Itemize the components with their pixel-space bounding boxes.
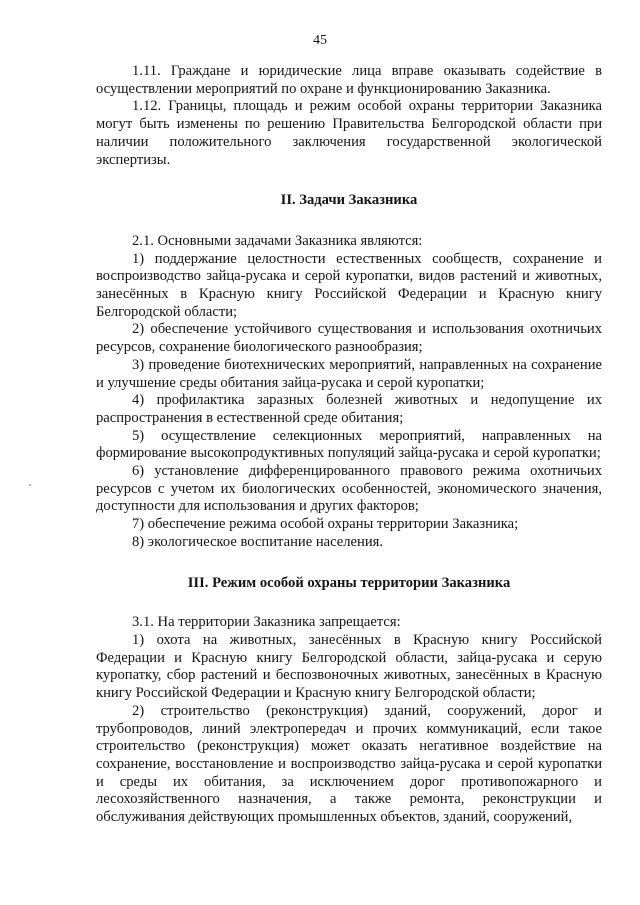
list-item: 4) профилактика заразных болезней животных и недопущение их распространения в естественной среде обитания; (96, 392, 602, 426)
paragraph-2-1: 2.1. Основными задачами Заказника являются: (132, 232, 423, 249)
paragraph-1-12: 1.12. Границы, площадь и режим особой охраны территории Заказника могут быть изменены по решению Правительства Белгородской области при наличии положительного заключения государственной экологической экспертизы. (96, 98, 602, 168)
list-item: 5) осуществление селекционных мероприятий, направленных на формирование высокопродуктивных популяций зайца-русака и серой куропатки; (96, 427, 602, 462)
list-item: 2) обеспечение устойчивого существования и использования охотничьих ресурсов, сохранение биологического разнообразия; (96, 321, 602, 356)
document-body (96, 63, 602, 827)
list-item: 8) экологическое воспитание населения. (132, 533, 383, 550)
list-item: 3) проведение биотехнических мероприятий, направленных на сохранение и улучшение среды обитания зайца-русака и серой куропатки; (96, 356, 602, 391)
paragraph-3-1: 3.1. На территории Заказника запрещается: (132, 614, 401, 631)
section-heading-2: II. Задачи Заказника (280, 192, 418, 209)
section-heading-3: III. Режим особой охраны территории Заказника (187, 574, 511, 591)
page-number: 45 (313, 33, 327, 48)
list-item: 2) строительство (реконструкция) зданий, сооружений, дорог и трубопроводов, линий электропередач и прочих коммуникаций, если такое строительство (реконструкция) может оказать негативное воздействие на сохранение, восстановление и воспроизводство зайца-русака и серой куропатки и среды их обитания, за исключением дорог противопожарного и лесохозяйственного назначения, а также ремонта, реконструкции и обслуживания действующих промышленных объектов, зданий, сооружений, (96, 702, 602, 826)
paragraph-1-11: 1.11. Граждане и юридические лица вправе оказывать содействие в осуществлении мероприятий по охране и функционированию Заказника. (96, 63, 602, 97)
list-item: 6) установление дифференцированного правового режима охотничьих ресурсов с учетом их биологических особенностей, экономического значения, доступности для использования и других факторов; (96, 463, 602, 515)
list-item: 1) поддержание целостности естественных сообществ, сохранение и воспроизводство зайца-русака и серой куропатки, видов растений и животных, занесённых в Красную книгу Российской Федерации и Красную книгу Белгородской области; (96, 250, 602, 320)
list-item: 7) обеспечение режима особой охраны территории Заказника; (132, 516, 519, 533)
scan-speck (29, 484, 31, 486)
list-item: 1) охота на животных, занесённых в Красную книгу Российской Федерации и Красную книгу Белгородской области, зайца-русака и серую куропатку, сбор растений и беспозвоночных животных, занесённых в Красную книгу Российской Федерации и Красную книгу Белгородской области; (96, 631, 602, 702)
